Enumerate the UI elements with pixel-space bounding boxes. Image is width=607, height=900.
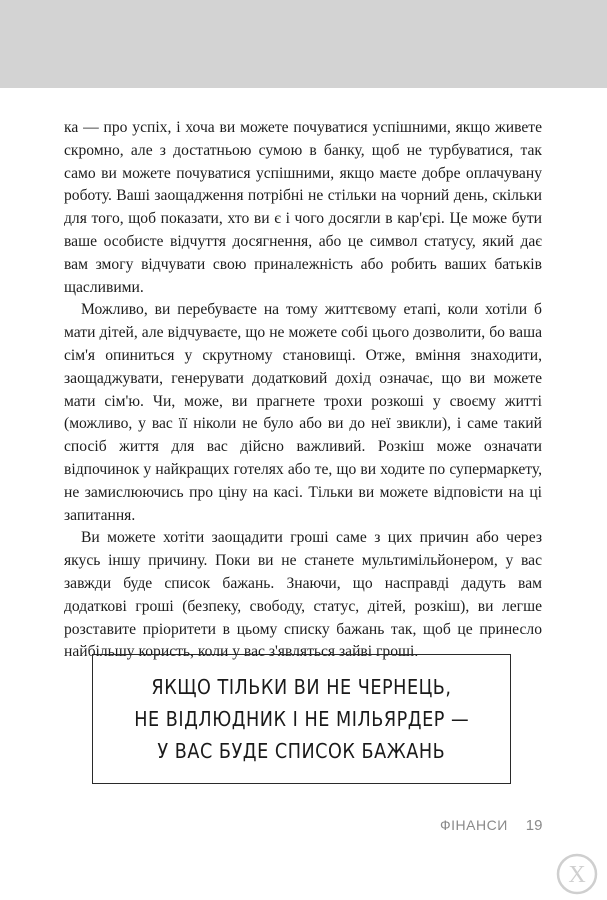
section-title: ФІНАНСИ xyxy=(440,817,508,833)
paragraph-1: ка — про успіх, і хоча ви можете почуватися успішними, якщо живете скромно, але з достатньою сумою в банку, щоб не турбуватися, так само ви можете почуватися успішними, якщо маєте добре оплачувану роботу. Ваші заощадження потрібні не стільки на чорний день, скільки для того, щоб показати, хто ви є і чого досягли в кар'єрі. Це може бути ваше особисте відчуття досягнення, або це символ статусу, який дає вам змогу відчувати свою приналежність або робить ваших батьків щасливими. xyxy=(64,119,542,296)
pull-quote-line-2: НЕ ВІДЛЮДНИК І НЕ МІЛЬЯРДЕР — xyxy=(134,707,469,731)
body-text xyxy=(64,117,542,664)
page-footer xyxy=(440,817,542,837)
paragraph-2: Можливо, ви перебуваєте на тому життєвому етапі, коли хотіли б мати дітей, але відчуваєте, що не можете собі цього дозволити, бо ваша сім'я опиниться у скрутному становищі. Отже, вміння знаходити, заощаджувати, генерувати додатковий дохід означає, що ви можете мати сім'ю. Чи, може, ви прагнете трохи розкоші у своєму житті (можливо, у вас її ніколи не було або ви до неї звикли), і саме такий спосіб життя для вас дійсно важливий. Розкіш може означати відпочинок у найкращих готелях або те, що ви ходите по супермаркету, не замислюючись про ціну на касі. Тільки ви можете відповісти на ці запитання. xyxy=(64,301,542,524)
top-gray-band xyxy=(0,0,607,88)
pull-quote-line-3: У ВАС БУДЕ СПИСОК БАЖАНЬ xyxy=(157,739,446,763)
paragraph-3: Ви можете хотіти заощадити гроші саме з цих причин або через якусь іншу причину. Поки ви не станете мультимільйонером, у вас завжди буде список бажань. Знаючи, що насправді дадуть вам додаткові гроші (безпеку, свободу, статус, дітей, розкіш), ви легше розставите пріоритети в цьому списку бажань так, щоб це принесло найбільшу користь, коли у вас з'являться зайві гроші. xyxy=(64,529,542,661)
publisher-logo-icon xyxy=(555,852,599,896)
page-number: 19 xyxy=(525,817,543,834)
pull-quote-line-1: ЯКЩО ТІЛЬКИ ВИ НЕ ЧЕРНЕЦЬ, xyxy=(151,675,452,699)
pull-quote-box xyxy=(92,654,511,784)
logo-letter: X xyxy=(568,862,586,888)
